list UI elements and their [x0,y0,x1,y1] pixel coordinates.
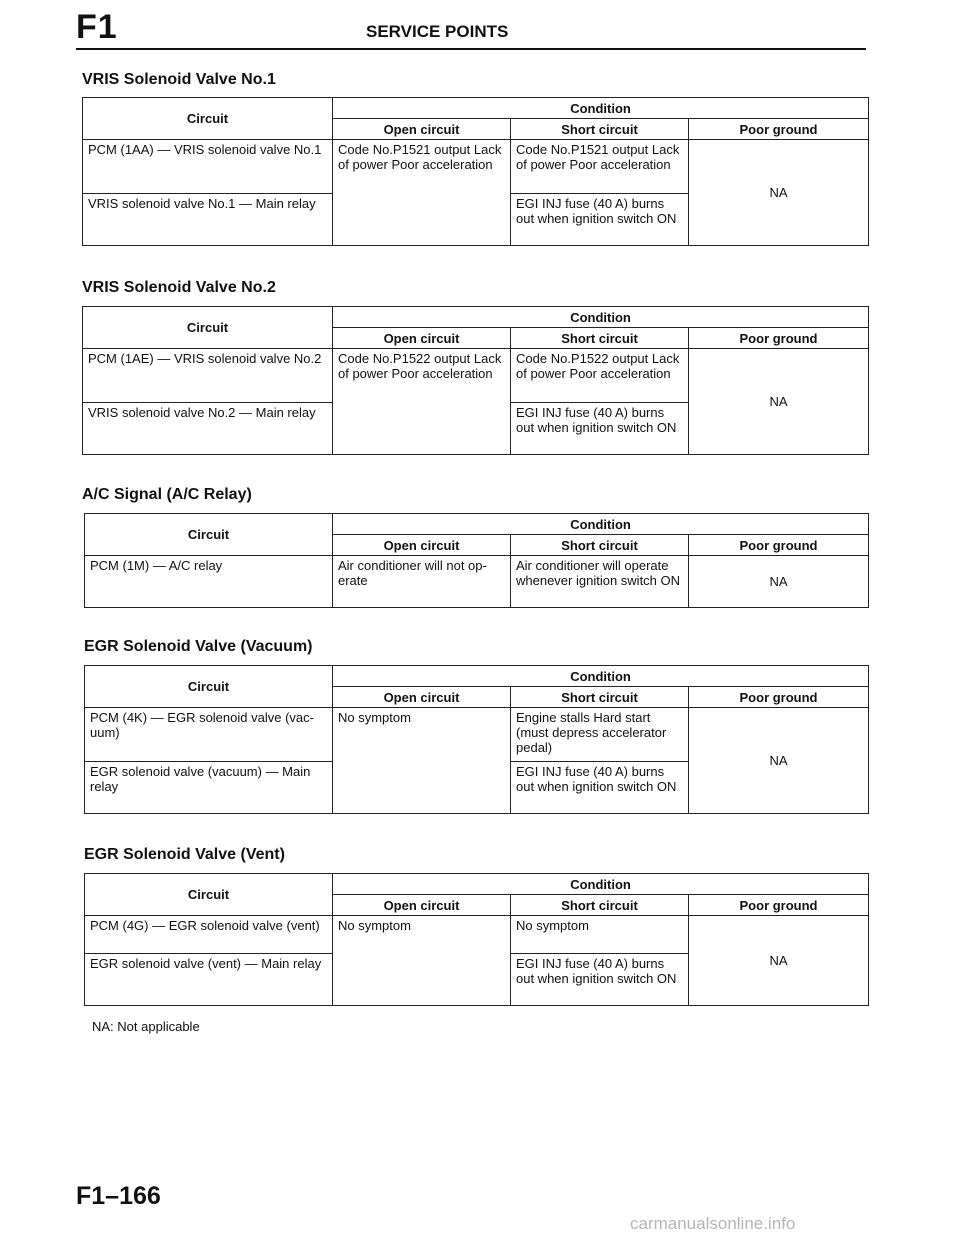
short-circuit-cell: EGI INJ fuse (40 A) burns out when ignition switch ON [511,194,689,246]
short-circuit-cell: EGI INJ fuse (40 A) burns out when ignition switch ON [511,954,689,1006]
short-circuit-cell: EGI INJ fuse (40 A) burns out when ignition switch ON [511,403,689,455]
section-title-ac-signal: A/C Signal (A/C Relay) [82,486,252,503]
open-circuit-cell: No symptom [333,708,511,814]
circuit-cell: EGR solenoid valve (vacuum) — Main relay [85,762,333,814]
open-circuit-cell: Air conditioner will not op-erate [333,556,511,608]
open-circuit-cell: No symptom [333,916,511,1006]
page-number: F1–166 [76,1182,161,1210]
header-open-circuit: Open circuit [333,535,511,556]
header-circuit: Circuit [85,874,333,916]
circuit-cell: PCM (1AE) — VRIS solenoid valve No.2 [83,349,333,403]
circuit-cell: EGR solenoid valve (vent) — Main relay [85,954,333,1006]
short-circuit-cell: Code No.P1521 output Lack of power Poor acceleration [511,140,689,194]
short-circuit-cell: No symptom [511,916,689,954]
poor-ground-cell: NA [689,349,869,455]
short-circuit-cell: Engine stalls Hard start (must depress accelerator pedal) [511,708,689,762]
section-title-vris-1: VRIS Solenoid Valve No.1 [82,71,276,88]
poor-ground-cell: NA [689,556,869,608]
watermark: carmanualsonline.info [630,1214,796,1233]
header-open-circuit: Open circuit [333,119,511,140]
header-circuit: Circuit [83,98,333,140]
page-title: SERVICE POINTS [366,22,509,41]
header-poor-ground: Poor ground [689,535,869,556]
header-circuit: Circuit [85,514,333,556]
header-condition: Condition [333,514,869,535]
section-title-egr-vacuum: EGR Solenoid Valve (Vacuum) [84,638,313,655]
page-header [76,6,866,50]
header-poor-ground: Poor ground [689,895,869,916]
section-title-egr-vent: EGR Solenoid Valve (Vent) [84,846,285,863]
header-short-circuit: Short circuit [511,687,689,708]
header-open-circuit: Open circuit [333,895,511,916]
short-circuit-cell: Air conditioner will operate whenever ignition switch ON [511,556,689,608]
header-short-circuit: Short circuit [511,119,689,140]
poor-ground-cell: NA [689,916,869,1006]
header-poor-ground: Poor ground [689,328,869,349]
footnote: NA: Not applicable [92,1019,200,1034]
header-condition: Condition [333,98,869,119]
circuit-cell: PCM (1M) — A/C relay [85,556,333,608]
table-ac-signal [84,513,869,608]
header-open-circuit: Open circuit [333,687,511,708]
circuit-cell: VRIS solenoid valve No.2 — Main relay [83,403,333,455]
header-short-circuit: Short circuit [511,895,689,916]
short-circuit-cell: Code No.P1522 output Lack of power Poor acceleration [511,349,689,403]
open-circuit-cell: Code No.P1522 output Lack of power Poor acceleration [333,349,511,455]
open-circuit-cell: Code No.P1521 output Lack of power Poor acceleration [333,140,511,246]
poor-ground-cell: NA [689,140,869,246]
circuit-cell: PCM (4K) — EGR solenoid valve (vac-uum) [85,708,333,762]
poor-ground-cell: NA [689,708,869,814]
table-egr-vacuum [84,665,869,814]
header-circuit: Circuit [85,666,333,708]
section-code: F1 [76,8,118,46]
header-condition: Condition [333,307,869,328]
header-poor-ground: Poor ground [689,687,869,708]
circuit-cell: VRIS solenoid valve No.1 — Main relay [83,194,333,246]
circuit-cell: PCM (4G) — EGR solenoid valve (vent) [85,916,333,954]
circuit-cell: PCM (1AA) — VRIS solenoid valve No.1 [83,140,333,194]
table-vris-2 [82,306,869,455]
header-open-circuit: Open circuit [333,328,511,349]
header-poor-ground: Poor ground [689,119,869,140]
short-circuit-cell: EGI INJ fuse (40 A) burns out when ignition switch ON [511,762,689,814]
header-circuit: Circuit [83,307,333,349]
header-condition: Condition [333,666,869,687]
header-short-circuit: Short circuit [511,535,689,556]
section-title-vris-2: VRIS Solenoid Valve No.2 [82,279,276,296]
header-condition: Condition [333,874,869,895]
header-short-circuit: Short circuit [511,328,689,349]
table-egr-vent [84,873,869,1006]
table-vris-1 [82,97,869,246]
